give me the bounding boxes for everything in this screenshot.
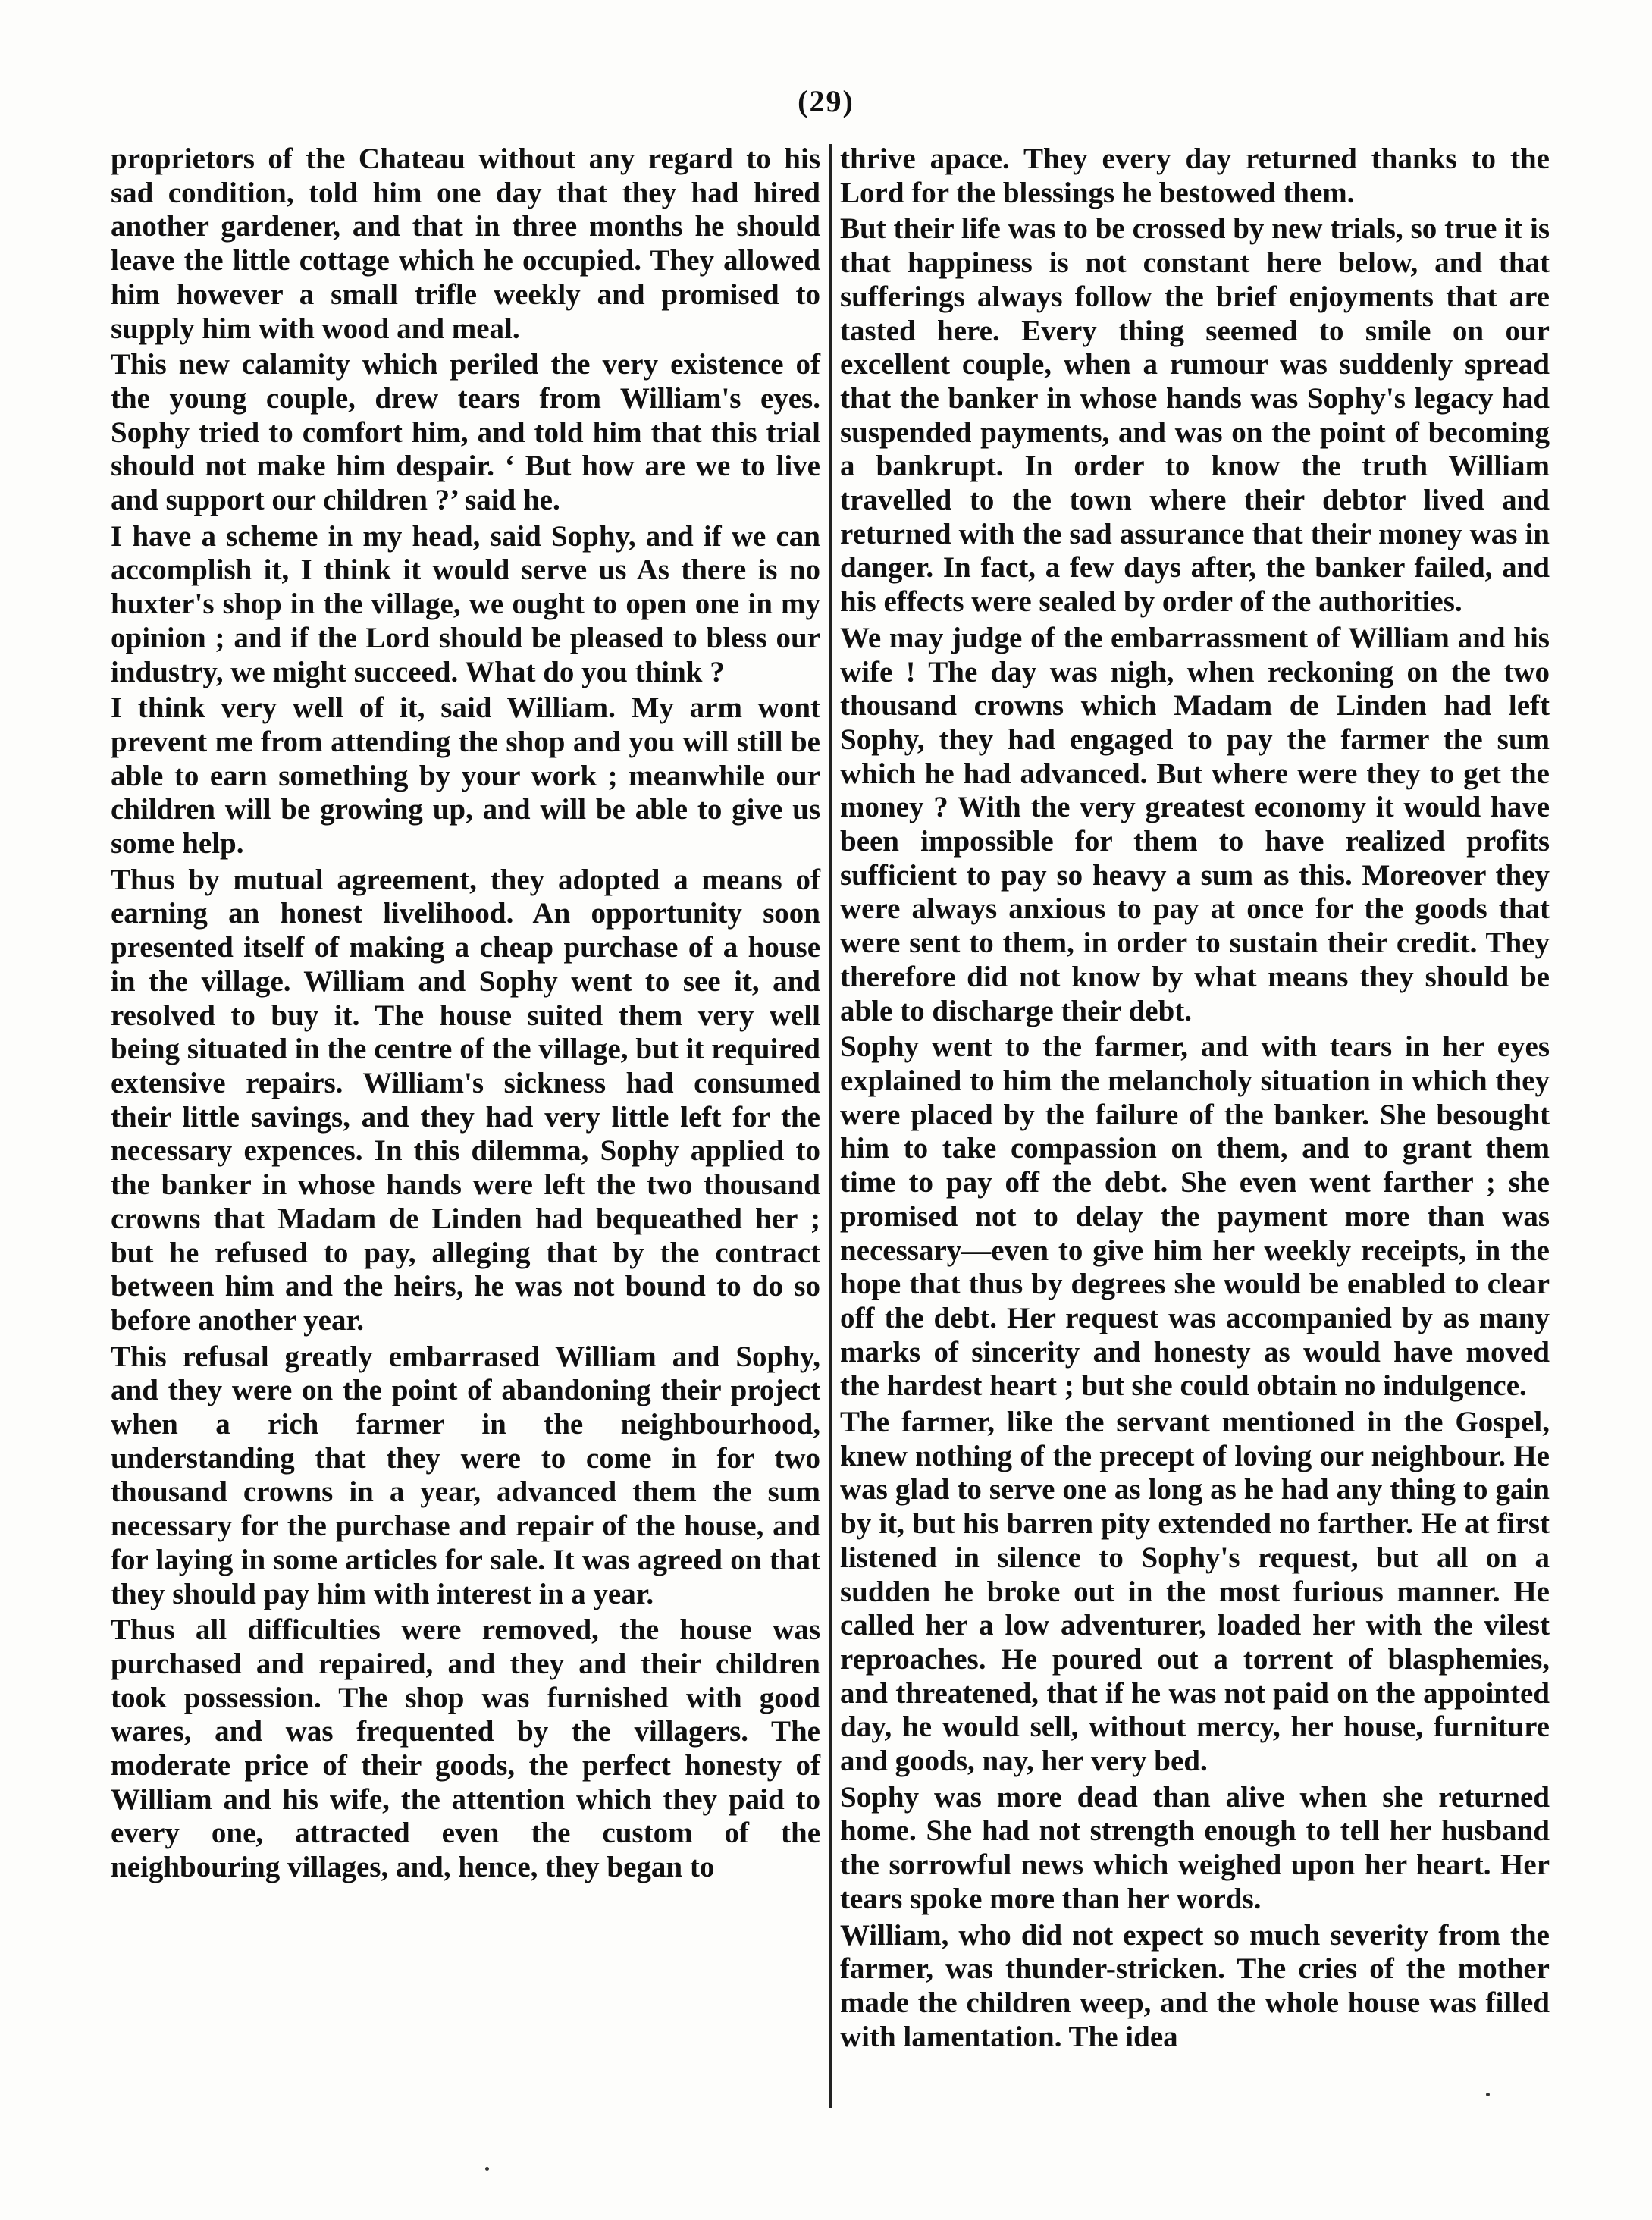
page-number: (29) bbox=[798, 84, 854, 118]
paragraph: I think very well of it, said William. My arm wont prevent me from attending the shop and you will still be able to earn something by your work ; meanwhile our children will be growing up, and will be able to give us some help. bbox=[111, 691, 820, 861]
paragraph: This new calamity which periled the very existence of the young couple, drew tears from William's eyes. Sophy tried to comfort him, and told him that this trial should not make him despair. ‘ But how are we to live and support our children ?’ said he. bbox=[111, 348, 820, 517]
column-divider bbox=[829, 144, 832, 2108]
paragraph: Thus by mutual agreement, they adopted a means of earning an honest livelihood. An opportunity soon presented itself of making a cheap purchase of a house in the village. William and Sophy went to see it, and resolved to buy it. The house suited them very well being situated in the centre of the village, but it required extensive repairs. William's sickness had consumed their little savings, and they had very little left for the necessary expences. In this dilemma, Sophy applied to the banker in whose hands were left the two thousand crowns that Madam de Linden had bequeathed her ; but he refused to pay, alleging that by the contract between him and the heirs, he was not bound to do so before another year. bbox=[111, 863, 820, 1337]
right-column bbox=[840, 143, 1550, 2054]
paragraph: Thus all difficulties were removed, the house was purchased and repaired, and they and their children took possession. The shop was furnished with good wares, and was frequented by the villagers. The moderate price of their goods, the perfect honesty of William and his wife, the attention which they paid to every one, attracted even the custom of the neighbouring villages, and, hence, they began to bbox=[111, 1613, 820, 1884]
paragraph: We may judge of the embarrassment of William and his wife ! The day was nigh, when reckoning on the two thousand crowns which Madam de Linden had left Sophy, they had engaged to pay the farmer the sum which he had advanced. But where were they to get the money ? With the very greatest economy it would have been impossible for them to have realized profits sufficient to pay so heavy a sum as this. Moreover they were always anxious to pay at once for the goods that were sent to them, in order to sustain their credit. They therefore did not know by what means they should be able to discharge their debt. bbox=[840, 621, 1550, 1027]
paragraph: Sophy went to the farmer, and with tears in her eyes explained to him the melancholy situation in which they were placed by the failure of the banker. She besought him to take compassion on them, and to grant them time to pay off the debt. She even went farther ; she promised not to delay the payment more than was necessary—even to give him her weekly receipts, in the hope that thus by degrees she would be enabled to clear off the debt. Her request was accompanied by as many marks of sincerity and honesty as would have moved the hardest heart ; but she could obtain no indulgence. bbox=[840, 1030, 1550, 1403]
paragraph: The farmer, like the servant mentioned in the Gospel, knew nothing of the precept of loving our neighbour. He was glad to serve one as long as he had any thing to gain by it, but his barren pity extended no farther. He at first listened in silence to Sophy's request, but all on a sudden he broke out in the most furious manner. He called her a low adventurer, loaded her with the vilest reproaches. He poured out a torrent of blasphemies, and threatened, that if he was not paid on the appointed day, he would sell, without mercy, her house, furniture and goods, nay, her very bed. bbox=[840, 1406, 1550, 1778]
paragraph: thrive apace. They every day returned thanks to the Lord for the blessings he bestowed them. bbox=[840, 143, 1550, 209]
paragraph: I have a scheme in my head, said Sophy, and if we can accomplish it, I think it would serve us As there is no huxter's shop in the village, we ought to open one in my opinion ; and if the Lord should be pleased to bless our industry, we might succeed. What do you think ? bbox=[111, 519, 820, 688]
ink-speck bbox=[1486, 2093, 1490, 2096]
paragraph: proprietors of the Chateau without any regard to his sad condition, told him one day that they had hired another gardener, and that in three months he should leave the little cottage which he occupied. They allowed him however a small trifle weekly and promised to supply him with wood and meal. bbox=[111, 143, 820, 345]
paragraph: Sophy was more dead than alive when she returned home. She had not strength enough to tell her husband the sorrowful news which weighed upon her heart. Her tears spoke more than her words. bbox=[840, 1780, 1550, 1915]
paragraph: This refusal greatly embarrased William and Sophy, and they were on the point of abandoning their project when a rich farmer in the neighbourhood, understanding that they were to come in for two thousand crowns in a year, advanced them the sum necessary for the purchase and repair of the house, and for laying in some articles for sale. It was agreed on that they should pay him with interest in a year. bbox=[111, 1340, 820, 1610]
paragraph: William, who did not expect so much severity from the farmer, was thunder-stricken. The cries of the mother made the children weep, and the whole house was filled with lamentation. The idea bbox=[840, 1918, 1550, 2053]
ink-speck bbox=[485, 2167, 489, 2171]
paragraph: But their life was to be crossed by new trials, so true it is that happiness is not constant here below, and that sufferings always follow the brief enjoyments that are tasted here. Every thing seemed to smile on our excellent couple, when a rumour was suddenly spread that the banker in whose hands was Sophy's legacy had suspended payments, and was on the point of becoming a bankrupt. In order to know the truth William travelled to the town where their debtor lived and returned with the sad assurance that their money was in danger. In fact, a few days after, the banker failed, and his effects were sealed by order of the authorities. bbox=[840, 212, 1550, 619]
left-column bbox=[111, 143, 820, 1885]
